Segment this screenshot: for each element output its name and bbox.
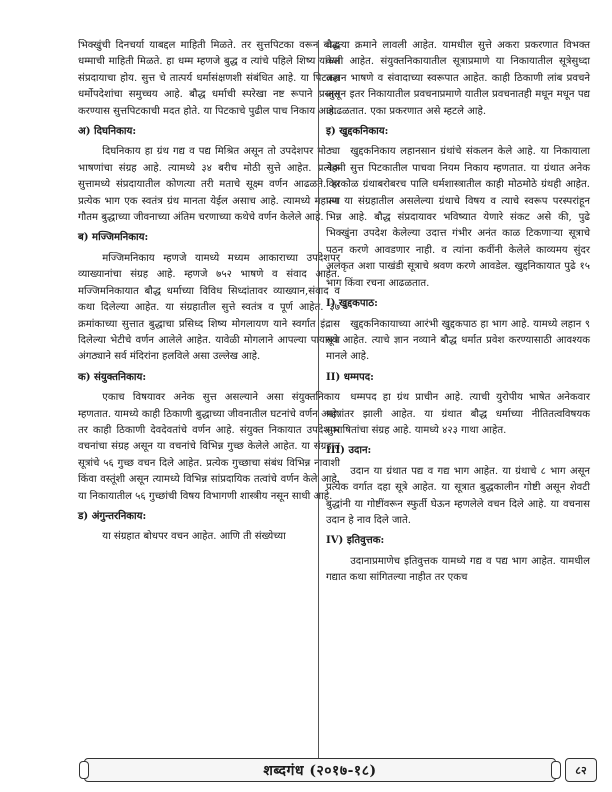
page-number: ८२ <box>565 758 597 782</box>
section-heading-anguttaranikaya: ड) अंगुन्तरनिकाय: <box>78 510 147 522</box>
left-column <box>78 38 340 550</box>
section-heading-dhammapada: II) धम्मपद: <box>326 371 374 383</box>
section-heading-dighanikaya: अ) दिघनिकाय: <box>78 126 137 138</box>
page-footer <box>78 758 598 782</box>
column-divider <box>318 40 319 760</box>
section-heading-itivuttaka: IV) इतिवुत्तक: <box>326 535 385 547</box>
section-heading-khuddakanikaya: इ) खुद्दकनिकाय: <box>326 126 389 138</box>
section-heading-majjhimanikaya: ब) मज्जिमनिकाय: <box>78 232 149 244</box>
section-body-udana: उदान या ग्रंथात पद्य व गद्य भाग आहेत. या ग्रंथाचे ८ भाग असून प्रत्येक वर्गात दहा सूत्रे आहेत. या सूत्रात बुद्धकालीन गोष्टी असून शेवटी बुद्धांनी या गोष्टींवरून स्फुर्ती घेऊन म्हणलेले वचन दिले आहे. या वचनास उदान हे नाव दिले जाते. <box>326 465 590 526</box>
section-body-dighanikaya: दिघनिकाय हा ग्रंथ गद्य व पद्य मिश्रित असून तो उपदेशपर मोठ्या भाषणांचा संग्रह आहे. त्यामध्ये ३४ बरीच मोठी सुत्ते आहेत. प्रत्येक सुत्तामध्ये संप्रदायातील कोणत्या तरी मताचे सूक्ष्म वर्णन आढळते. हा प्रत्येक भाग एक स्वतंत्र ग्रंथ मानता येईल असाच आहे. त्यामध्ये महात्मा गौतम बुद्धाच्या जीवनाच्या अंतिम चरणाच्या कथेचे वर्णन केलेले आहे. <box>78 146 340 224</box>
section-body-itivuttaka: उदानाप्रमाणेच इतिवुत्तक यामध्ये गद्य व पद्य भाग आहेत. यामधील गद्यात कथा सांगितल्या नाहीत तर एकच <box>326 555 590 584</box>
section-body-samyuttanikaya: एकाच विषयावर अनेक सुत्त असल्याने असा संयुक्तनिकाय म्हणतात. यामध्ये काही ठिकाणी बुद्धाच्या जीवनातील घटनांचे वर्णन आहे. तर काही ठिकाणी देवदेवतांचे वर्णन आहे. संयुक्त निकायात उपदेशपर वचनांचा संग्रह असून या वचनांचे विभिन्न गुच्छ केलेले आहेत. या संग्रहात सूत्रांचे ५६ गुच्छ वचन दिले आहेत. प्रत्येक गुच्छाचा संबंध विभिन्न नावाशी किंवा वस्तूंशी असून त्यामध्ये विभिन्न सांप्रदायिक तत्वांचे वर्णन केले आहे. या निकायातील ५६ गुच्छांची विषय विभागणी शास्त्रीय नसून साधी आहे. <box>78 392 340 502</box>
left-intro-paragraph: भिक्खुंची दिनचर्या याबद्दल माहिती मिळते. तर सुत्तपिटका वरून बौद्ध धम्माची माहिती मिळते. हा धम्म म्हणजे बुद्ध व त्यांचे पहिले शिष्य यांच्या संप्रदायाचा होय. सुत्त चे तात्पर्य धर्मासंक्षणशी संबंधित आहे. या पिटकत धर्मोपदेशांचा समुच्चय आहे. बौद्ध धर्माची स्परेखा नष्ट रूपाने प्रस्तुत करण्यास सुत्तपिटकाची मदत होते. या पिटकाचे पुढील पाच निकाय आहे. <box>78 40 340 117</box>
section-body-dhammapada: धम्मपद हा ग्रंथ प्राचीन आहे. त्याची युरोपीय भाषेत अनेकवार भाषांतर झाली आहेत. या ग्रंथात बौद्ध धर्माच्या नीतितत्वविषयक सुभाषितांचा संग्रह आहे. यामध्ये ४२३ गाथा आहेत. <box>326 392 590 436</box>
section-heading-khuddakapatha: I) खुद्दकपाठ: <box>326 298 378 310</box>
section-heading-udana: III) उदान: <box>326 445 372 457</box>
section-body-anguttaranikaya: या संग्रहात बोधपर वचन आहेत. आणि ती संख्येच्या <box>102 531 286 543</box>
section-heading-samyuttanikaya: क) संयुक्तनिकाय: <box>78 371 147 383</box>
section-body-majjhimanikaya: मज्जिमनिकाय म्हणजे यामध्ये मध्यम आकाराच्या उपदेशपर व्याख्यानांचा संग्रह आहे. म्हणजे ७५२ भाषणे व संवाद आहेत. मज्जिमनिकायात बौद्ध धर्माच्या विविध सिध्दांतावर व्याख्यान,संवाद व कथा दिलेल्या आहेत. या संग्रहातील सुत्ते स्वतंत्र व पूर्ण आहेत. ३७ क्रमांकाच्या सुत्तात बुद्धाचा प्रसिध्द शिष्य मोगलायण याने स्वर्गात इंद्रास दिलेल्या भेटीचे वर्णन आलेले आहेत. यावेळी मोगलाने आपल्या पायाच्या अंगठ्याने सर्व मंदिरांना हलविले असा उल्लेख आहे. <box>78 252 340 363</box>
right-intro-paragraph: चढ़त्या क्रमाने लावली आहेत. यामधील सुत्ते अकरा प्रकरणात विभक्त केली आहेत. संयुक्तनिकायातील सूत्राप्रमाणे या निकायातील सूत्रेसुध्दा लहान भाषणे व संवादाच्या स्वरूपात आहेत. काही ठिकाणी लांब प्रवचने असून इतर निकायातील प्रवचनाप्रमाणे यातील प्रवचनातही मधून मधून पद्य आढळतात. एका प्रकरणात असे म्हटले आहे. <box>326 40 590 117</box>
publication-title: शब्दगंध (२०१७-१८) <box>263 762 377 779</box>
section-body-khuddakanikaya: खुद्दकनिकाय लहानसान ग्रंथांचे संकलन केले आहे. या निकायाला नेहमी सुत्त पिटकातील पाचवा नियम निकाय म्हणतात. या ग्रंथात अनेक किरकोळ ग्रंथाबरोबरच पालि धर्मशास्त्रातील काही मोठमोठे ग्रंथही आहेत. पण या संग्रहातील असलेल्या ग्रंथाचे विषय व त्याचे स्वरूप परस्परांहून भिन्न आहे. बौद्ध संप्रदायावर भविष्यात येणारे संकट असे की, पुढे भिक्खुंना उपदेश केलेल्या उदात्त गंभीर अनंत काळ टिकणाऱ्या सूत्राचे पठन करणे आवडणार नाही. व त्यांना कवींनी केलेले काव्यमय सुंदर अलंकृत अशा पाखंडी सूत्राचे श्रवण करणे आवडेल. खुद्दनिकायात पुढे १५ भाग किंवा रचना आढळतात. <box>326 146 590 289</box>
footer-scroll-banner <box>84 758 556 782</box>
right-column <box>326 38 590 591</box>
section-body-khuddakapatha: खुद्दकनिकायाच्या आरंभी खुद्दकपाठ हा भाग आहे. यामध्ये लहान ९ सूत्रे आहेत. त्याचे ज्ञान नव्याने बौद्ध धर्मात प्रवेश करण्यासाठी आवश्यक मानले आहे. <box>326 318 590 363</box>
